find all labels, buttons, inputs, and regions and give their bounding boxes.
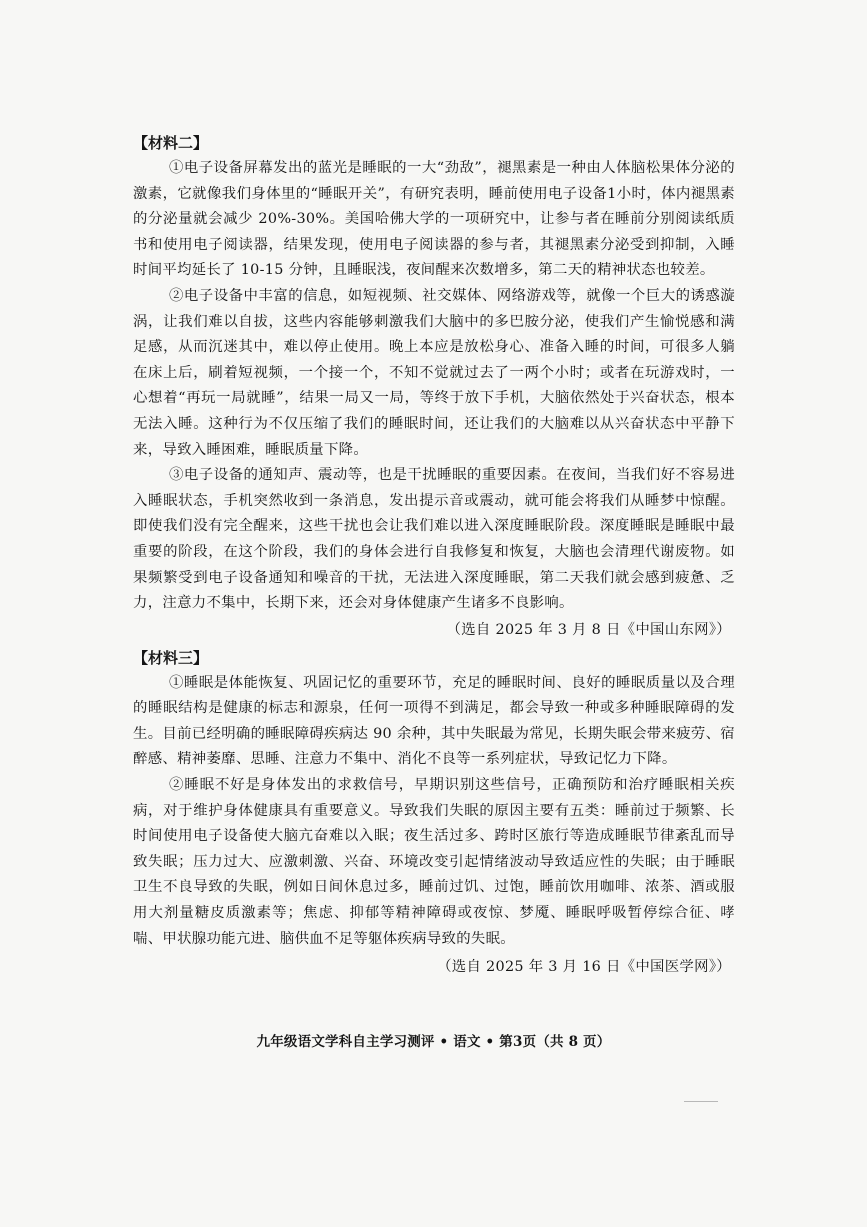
page-content: [133, 130, 735, 980]
material3-paragraph-2: ②睡眠不好是身体发出的求救信号，早期识别这些信号，正确预防和治疗睡眠相关疾病，对于维护身体健康具有重要意义。导致我们失眠的原因主要有五类：睡前过于频繁、长时间使用电子设备使大脑亢奋难以入眠；夜生活过多、跨时区旅行等造成睡眠节律紊乱而导致失眠；压力过大、应激刺激、兴奋、环境改变引起情绪波动导致适应性的失眠；由于睡眠卫生不良导致的失眠，例如日间休息过多，睡前过饥、过饱，睡前饮用咖啡、浓茶、酒或服用大剂量糖皮质激素等；焦虑、抑郁等精神障碍或夜惊、梦魇、睡眠呼吸暂停综合征、哮喘、甲状腺功能亢进、脑供血不足等躯体疾病导致的失眠。: [133, 777, 735, 947]
material2-source: （选自 2025 年 3 月 8 日《中国山东网》）: [446, 621, 731, 638]
material3-source: （选自 2025 年 3 月 16 日《中国医学网》）: [437, 959, 731, 976]
material2-paragraph-3: ③电子设备的通知声、震动等，也是干扰睡眠的重要因素。在夜间，当我们好不容易进入睡眠状态，手机突然收到一条消息，发出提示音或震动，就可能会将我们从睡梦中惊醒。即使我们没有完全醒来，这些干扰也会让我们难以进入深度睡眠阶段。深度睡眠是睡眠中最重要的阶段，在这个阶段，我们的身体会进行自我修复和恢复，大脑也会清理代谢废物。如果频繁受到电子设备通知和噪音的干扰，无法进入深度睡眠，第二天我们就会感到疲惫、乏力，注意力不集中，长期下来，还会对身体健康产生诸多不良影响。: [133, 467, 735, 612]
material3-heading: 【材料三】: [133, 648, 209, 667]
material3-paragraph-1: ①睡眠是体能恢复、巩固记忆的重要环节，充足的睡眠时间、良好的睡眠质量以及合理的睡眠结构是健康的标志和源泉，任何一项得不到满足，都会导致一种或多种睡眠障碍的发生。目前已经明确的睡眠障碍疾病达 90 余种，其中失眠最为常见，长期失眠会带来疲劳、宿醉感、精神萎靡、思睡、注意力不集中、消化不良等一系列症状，导致记忆力下降。: [133, 674, 735, 768]
material2-heading: 【材料二】: [133, 134, 209, 152]
material2-paragraph-2: ②电子设备中丰富的信息，如短视频、社交媒体、网络游戏等，就像一个巨大的诱惑漩涡，让我们难以自拔，这些内容能够刺激我们大脑中的多巴胺分泌，使我们产生愉悦感和满足感，从而沉迷其中，难以停止使用。晚上本应是放松身心、准备入睡的时间，可很多人躺在床上后，刷着短视频，一个接一个，不知不觉就过去了一两个小时；或者在玩游戏时，一心想着“再玩一局就睡”，结果一局又一局，等终于放下手机，大脑依然处于兴奋状态，根本无法入睡。这种行为不仅压缩了我们的睡眠时间，还让我们的大脑难以从兴奋状态中平静下来，导致入睡困难，睡眠质量下降。: [133, 287, 735, 458]
scan-speck: [684, 1101, 718, 1102]
page-footer: 九年级语文学科自主学习测评 • 语文 • 第3页（共 8 页）: [256, 1034, 611, 1050]
material2-paragraph-1: ①电子设备屏幕发出的蓝光是睡眠的一大“劲敌”，褪黑素是一种由人体脑松果体分泌的激素，它就像我们身体里的“睡眠开关”，有研究表明，睡前使用电子设备1小时，体内褪黑素的分泌量就会减少 20%-30%。美国哈佛大学的一项研究中，让参与者在睡前分别阅读纸质书和使用电子阅读器，结果发现，使用电子阅读器的参与者，其褪黑素分泌受到抑制，入睡时间平均延长了 10-15 分钟，且睡眠浅，夜间醒来次数增多，第二天的精神状态也较差。: [133, 160, 735, 279]
